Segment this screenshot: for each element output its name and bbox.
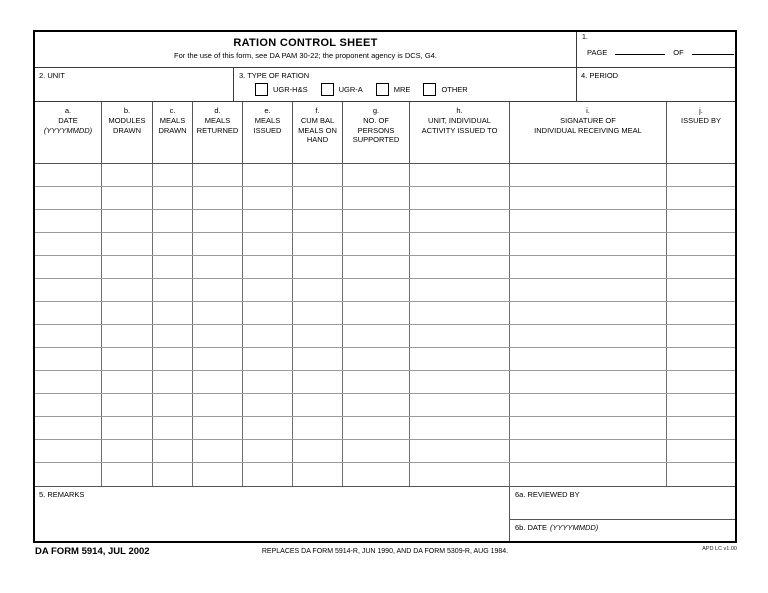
body-cell[interactable] bbox=[667, 440, 735, 462]
column-title-line: ISSUED BY bbox=[680, 115, 721, 125]
body-cell[interactable] bbox=[510, 440, 667, 462]
body-cell[interactable] bbox=[343, 187, 410, 209]
table-row bbox=[35, 233, 735, 256]
ration-option bbox=[255, 83, 308, 96]
body-cell[interactable] bbox=[193, 440, 243, 462]
body-cell[interactable] bbox=[102, 187, 153, 209]
ration-options bbox=[255, 83, 576, 96]
body-cell[interactable] bbox=[343, 394, 410, 416]
body-cell[interactable] bbox=[410, 164, 510, 186]
table-body bbox=[35, 164, 735, 486]
ration-option bbox=[376, 83, 411, 96]
body-cell[interactable] bbox=[293, 463, 343, 486]
body-cell[interactable] bbox=[343, 463, 410, 486]
body-cell[interactable] bbox=[35, 279, 102, 301]
body-cell[interactable] bbox=[153, 348, 193, 370]
body-cell[interactable] bbox=[293, 256, 343, 278]
ration-option bbox=[423, 83, 467, 96]
table-row bbox=[35, 187, 735, 210]
body-cell[interactable] bbox=[193, 210, 243, 232]
body-cell[interactable] bbox=[293, 279, 343, 301]
table-row bbox=[35, 371, 735, 394]
form-bottom-row bbox=[35, 486, 735, 541]
column-title-line: DATE bbox=[58, 115, 78, 125]
body-cell[interactable] bbox=[243, 325, 293, 347]
table-row bbox=[35, 325, 735, 348]
body-cell[interactable] bbox=[193, 302, 243, 324]
body-cell[interactable] bbox=[667, 210, 735, 232]
checkbox-label: UGR-A bbox=[338, 85, 363, 94]
body-cell[interactable] bbox=[510, 394, 667, 416]
body-cell[interactable] bbox=[102, 164, 153, 186]
body-cell[interactable] bbox=[102, 302, 153, 324]
body-cell[interactable] bbox=[35, 233, 102, 255]
column-title-line: (YYYYMMDD) bbox=[43, 125, 93, 135]
table-row bbox=[35, 440, 735, 463]
body-cell[interactable] bbox=[343, 417, 410, 439]
review-column bbox=[510, 487, 735, 541]
body-cell[interactable] bbox=[153, 417, 193, 439]
body-cell[interactable] bbox=[667, 279, 735, 301]
column-title-line: RETURNED bbox=[196, 125, 239, 135]
body-cell[interactable] bbox=[153, 371, 193, 393]
body-cell[interactable] bbox=[153, 463, 193, 486]
body-cell[interactable] bbox=[293, 325, 343, 347]
column-header-h bbox=[410, 102, 510, 163]
body-cell[interactable] bbox=[667, 325, 735, 347]
body-cell[interactable] bbox=[102, 279, 153, 301]
body-cell[interactable] bbox=[293, 187, 343, 209]
column-title-line: MEALS bbox=[159, 115, 186, 125]
body-cell[interactable] bbox=[193, 371, 243, 393]
body-cell[interactable] bbox=[243, 348, 293, 370]
body-cell[interactable] bbox=[193, 233, 243, 255]
body-cell[interactable] bbox=[410, 325, 510, 347]
body-cell[interactable] bbox=[35, 164, 102, 186]
page-label: PAGE bbox=[587, 48, 608, 57]
body-cell[interactable] bbox=[193, 279, 243, 301]
body-cell[interactable] bbox=[102, 348, 153, 370]
body-cell[interactable] bbox=[667, 417, 735, 439]
column-header-i bbox=[510, 102, 667, 163]
ration-control-form bbox=[33, 30, 737, 543]
body-cell[interactable] bbox=[153, 302, 193, 324]
body-cell[interactable] bbox=[193, 394, 243, 416]
body-cell[interactable] bbox=[193, 348, 243, 370]
body-cell[interactable] bbox=[193, 463, 243, 486]
column-letter: c. bbox=[169, 106, 176, 115]
body-cell[interactable] bbox=[102, 394, 153, 416]
body-cell[interactable] bbox=[343, 302, 410, 324]
body-cell[interactable] bbox=[153, 187, 193, 209]
column-title-line: UNIT, INDIVIDUAL bbox=[428, 115, 491, 125]
form-footer bbox=[33, 546, 737, 562]
checkbox[interactable] bbox=[423, 83, 436, 96]
body-cell[interactable] bbox=[667, 463, 735, 486]
column-header-g bbox=[343, 102, 410, 163]
body-cell[interactable] bbox=[510, 256, 667, 278]
of-blank[interactable] bbox=[692, 46, 734, 55]
body-cell[interactable] bbox=[667, 187, 735, 209]
form-title: RATION CONTROL SHEET bbox=[233, 37, 378, 49]
of-label: OF bbox=[673, 48, 684, 57]
checkbox-label: OTHER bbox=[441, 85, 468, 94]
body-cell[interactable] bbox=[410, 256, 510, 278]
body-cell[interactable] bbox=[343, 256, 410, 278]
ration-type-field bbox=[234, 68, 577, 101]
column-title-line: NO. OF bbox=[363, 115, 389, 125]
body-cell[interactable] bbox=[102, 325, 153, 347]
body-cell[interactable] bbox=[410, 302, 510, 324]
checkbox-label: UGR-H&S bbox=[273, 85, 308, 94]
body-cell[interactable] bbox=[153, 256, 193, 278]
column-title-line: ACTIVITY ISSUED TO bbox=[421, 125, 498, 135]
body-cell[interactable] bbox=[667, 233, 735, 255]
column-header-a bbox=[35, 102, 102, 163]
body-cell[interactable] bbox=[410, 348, 510, 370]
body-cell[interactable] bbox=[343, 210, 410, 232]
unit-label: 2. UNIT bbox=[39, 71, 65, 80]
body-cell[interactable] bbox=[35, 187, 102, 209]
body-cell[interactable] bbox=[410, 371, 510, 393]
body-cell[interactable] bbox=[510, 279, 667, 301]
body-cell[interactable] bbox=[243, 371, 293, 393]
body-cell[interactable] bbox=[667, 256, 735, 278]
table-row bbox=[35, 394, 735, 417]
column-letter: h. bbox=[456, 106, 463, 115]
form-subtitle: For the use of this form, see DA PAM 30-22; the proponent agency is DCS, G4. bbox=[174, 51, 437, 60]
body-cell[interactable] bbox=[193, 256, 243, 278]
body-cell[interactable] bbox=[35, 256, 102, 278]
body-cell[interactable] bbox=[243, 302, 293, 324]
body-cell[interactable] bbox=[343, 233, 410, 255]
body-cell[interactable] bbox=[510, 348, 667, 370]
body-cell[interactable] bbox=[153, 210, 193, 232]
body-cell[interactable] bbox=[153, 440, 193, 462]
body-cell[interactable] bbox=[410, 279, 510, 301]
body-cell[interactable] bbox=[667, 164, 735, 186]
ration-type-label: 3. TYPE OF RATION bbox=[239, 71, 310, 80]
body-cell[interactable] bbox=[293, 394, 343, 416]
column-letter: d. bbox=[214, 106, 221, 115]
body-cell[interactable] bbox=[102, 417, 153, 439]
column-header-e bbox=[243, 102, 293, 163]
body-cell[interactable] bbox=[243, 233, 293, 255]
body-cell[interactable] bbox=[510, 325, 667, 347]
body-cell[interactable] bbox=[510, 187, 667, 209]
body-cell[interactable] bbox=[35, 463, 102, 486]
title-cell bbox=[35, 32, 577, 67]
body-cell[interactable] bbox=[35, 371, 102, 393]
body-cell[interactable] bbox=[293, 210, 343, 232]
body-cell[interactable] bbox=[293, 302, 343, 324]
body-cell[interactable] bbox=[410, 187, 510, 209]
body-cell[interactable] bbox=[102, 440, 153, 462]
page-box-number: 1. bbox=[582, 34, 588, 41]
body-cell[interactable] bbox=[243, 417, 293, 439]
body-cell[interactable] bbox=[343, 325, 410, 347]
table-row bbox=[35, 164, 735, 187]
body-cell[interactable] bbox=[510, 210, 667, 232]
column-title-line: ISSUED bbox=[253, 125, 282, 135]
ration-option bbox=[321, 83, 363, 96]
body-cell[interactable] bbox=[510, 233, 667, 255]
column-title-line: CUM BAL bbox=[300, 115, 335, 125]
body-cell[interactable] bbox=[343, 371, 410, 393]
body-cell[interactable] bbox=[293, 348, 343, 370]
body-cell[interactable] bbox=[343, 348, 410, 370]
body-cell[interactable] bbox=[667, 394, 735, 416]
column-title-line: MEALS ON bbox=[298, 125, 337, 135]
column-title-line: MEALS bbox=[254, 115, 281, 125]
checkbox-label: MRE bbox=[393, 85, 411, 94]
body-cell[interactable] bbox=[35, 440, 102, 462]
body-cell[interactable] bbox=[35, 417, 102, 439]
body-cell[interactable] bbox=[410, 463, 510, 486]
table-row bbox=[35, 348, 735, 371]
body-cell[interactable] bbox=[153, 164, 193, 186]
body-cell[interactable] bbox=[243, 164, 293, 186]
body-cell[interactable] bbox=[410, 440, 510, 462]
page-blank[interactable] bbox=[615, 46, 665, 55]
reviewed-by-label: 6a. REVIEWED BY bbox=[515, 490, 580, 499]
checkbox[interactable] bbox=[321, 83, 334, 96]
column-title-line: DRAWN bbox=[158, 125, 187, 135]
table-row bbox=[35, 302, 735, 325]
period-label: 4. PERIOD bbox=[581, 71, 619, 80]
column-title-line: SIGNATURE OF bbox=[560, 115, 616, 125]
body-cell[interactable] bbox=[243, 256, 293, 278]
body-cell[interactable] bbox=[193, 164, 243, 186]
column-letter: i. bbox=[586, 106, 590, 115]
footer-version: APD LC v1.00 bbox=[702, 546, 737, 552]
body-cell[interactable] bbox=[153, 394, 193, 416]
footer-replaces-note: REPLACES DA FORM 5914-R, JUN 1990, AND DA FORM 5309-R, AUG 1984. bbox=[261, 548, 509, 555]
body-cell[interactable] bbox=[510, 302, 667, 324]
body-cell[interactable] bbox=[243, 187, 293, 209]
body-cell[interactable] bbox=[343, 440, 410, 462]
body-cell[interactable] bbox=[35, 210, 102, 232]
column-title-line: MEALS bbox=[204, 115, 231, 125]
checkbox[interactable] bbox=[376, 83, 389, 96]
column-header-c bbox=[153, 102, 193, 163]
reviewed-by-field[interactable] bbox=[510, 487, 735, 520]
column-header-b bbox=[102, 102, 153, 163]
body-cell[interactable] bbox=[410, 210, 510, 232]
body-cell[interactable] bbox=[293, 417, 343, 439]
body-cell[interactable] bbox=[510, 371, 667, 393]
table-header-row bbox=[35, 102, 735, 164]
column-header-f bbox=[293, 102, 343, 163]
column-title-line: SUPPORTED bbox=[352, 135, 400, 145]
body-cell[interactable] bbox=[243, 440, 293, 462]
body-cell[interactable] bbox=[343, 279, 410, 301]
review-date-label: 6b. DATE (YYYYMMDD) bbox=[515, 523, 599, 532]
body-cell[interactable] bbox=[193, 417, 243, 439]
body-cell[interactable] bbox=[667, 302, 735, 324]
body-cell[interactable] bbox=[243, 279, 293, 301]
body-cell[interactable] bbox=[410, 417, 510, 439]
remarks-label: 5. REMARKS bbox=[39, 490, 85, 499]
column-letter: g. bbox=[372, 106, 380, 115]
body-cell[interactable] bbox=[35, 302, 102, 324]
page-box bbox=[577, 32, 735, 67]
table-row bbox=[35, 279, 735, 302]
review-date-field[interactable] bbox=[510, 520, 735, 541]
table-row bbox=[35, 210, 735, 233]
column-letter: a. bbox=[64, 106, 72, 115]
page-of-line bbox=[582, 46, 735, 57]
body-cell[interactable] bbox=[153, 233, 193, 255]
body-cell[interactable] bbox=[153, 279, 193, 301]
body-cell[interactable] bbox=[102, 256, 153, 278]
body-cell[interactable] bbox=[35, 325, 102, 347]
footer-form-number: DA FORM 5914, JUL 2002 bbox=[35, 546, 150, 557]
body-cell[interactable] bbox=[102, 233, 153, 255]
body-cell[interactable] bbox=[243, 463, 293, 486]
body-cell[interactable] bbox=[243, 210, 293, 232]
body-cell[interactable] bbox=[102, 210, 153, 232]
body-cell[interactable] bbox=[293, 164, 343, 186]
body-cell[interactable] bbox=[343, 164, 410, 186]
body-cell[interactable] bbox=[410, 394, 510, 416]
body-cell[interactable] bbox=[293, 233, 343, 255]
form-title-row bbox=[35, 32, 735, 68]
period-field[interactable] bbox=[577, 68, 735, 101]
table-row bbox=[35, 417, 735, 440]
body-cell[interactable] bbox=[35, 348, 102, 370]
column-letter: f. bbox=[315, 106, 320, 115]
column-letter: b. bbox=[123, 106, 131, 115]
column-title-line: DRAWN bbox=[112, 125, 142, 135]
review-date-format: (YYYYMMDD) bbox=[549, 523, 599, 532]
body-cell[interactable] bbox=[667, 348, 735, 370]
body-cell[interactable] bbox=[102, 463, 153, 486]
column-title-line: HAND bbox=[306, 135, 329, 145]
body-cell[interactable] bbox=[35, 394, 102, 416]
column-title-line: PERSONS bbox=[357, 125, 395, 135]
body-cell[interactable] bbox=[510, 417, 667, 439]
body-cell[interactable] bbox=[510, 463, 667, 486]
column-header-d bbox=[193, 102, 243, 163]
table-row bbox=[35, 463, 735, 486]
body-cell[interactable] bbox=[293, 371, 343, 393]
body-cell[interactable] bbox=[153, 325, 193, 347]
remarks-field[interactable] bbox=[35, 487, 510, 541]
column-letter: j. bbox=[699, 106, 703, 115]
column-letter: e. bbox=[264, 106, 271, 115]
unit-field[interactable] bbox=[35, 68, 234, 101]
column-title-line: MODULES bbox=[108, 115, 146, 125]
body-cell[interactable] bbox=[102, 371, 153, 393]
column-header-j bbox=[667, 102, 735, 163]
body-cell[interactable] bbox=[193, 187, 243, 209]
column-title-line: INDIVIDUAL RECEIVING MEAL bbox=[534, 125, 642, 135]
form-fields-row bbox=[35, 68, 735, 102]
body-cell[interactable] bbox=[243, 394, 293, 416]
body-cell[interactable] bbox=[667, 371, 735, 393]
body-cell[interactable] bbox=[510, 164, 667, 186]
body-cell[interactable] bbox=[193, 325, 243, 347]
checkbox[interactable] bbox=[255, 83, 268, 96]
body-cell[interactable] bbox=[410, 233, 510, 255]
body-cell[interactable] bbox=[293, 440, 343, 462]
table-row bbox=[35, 256, 735, 279]
